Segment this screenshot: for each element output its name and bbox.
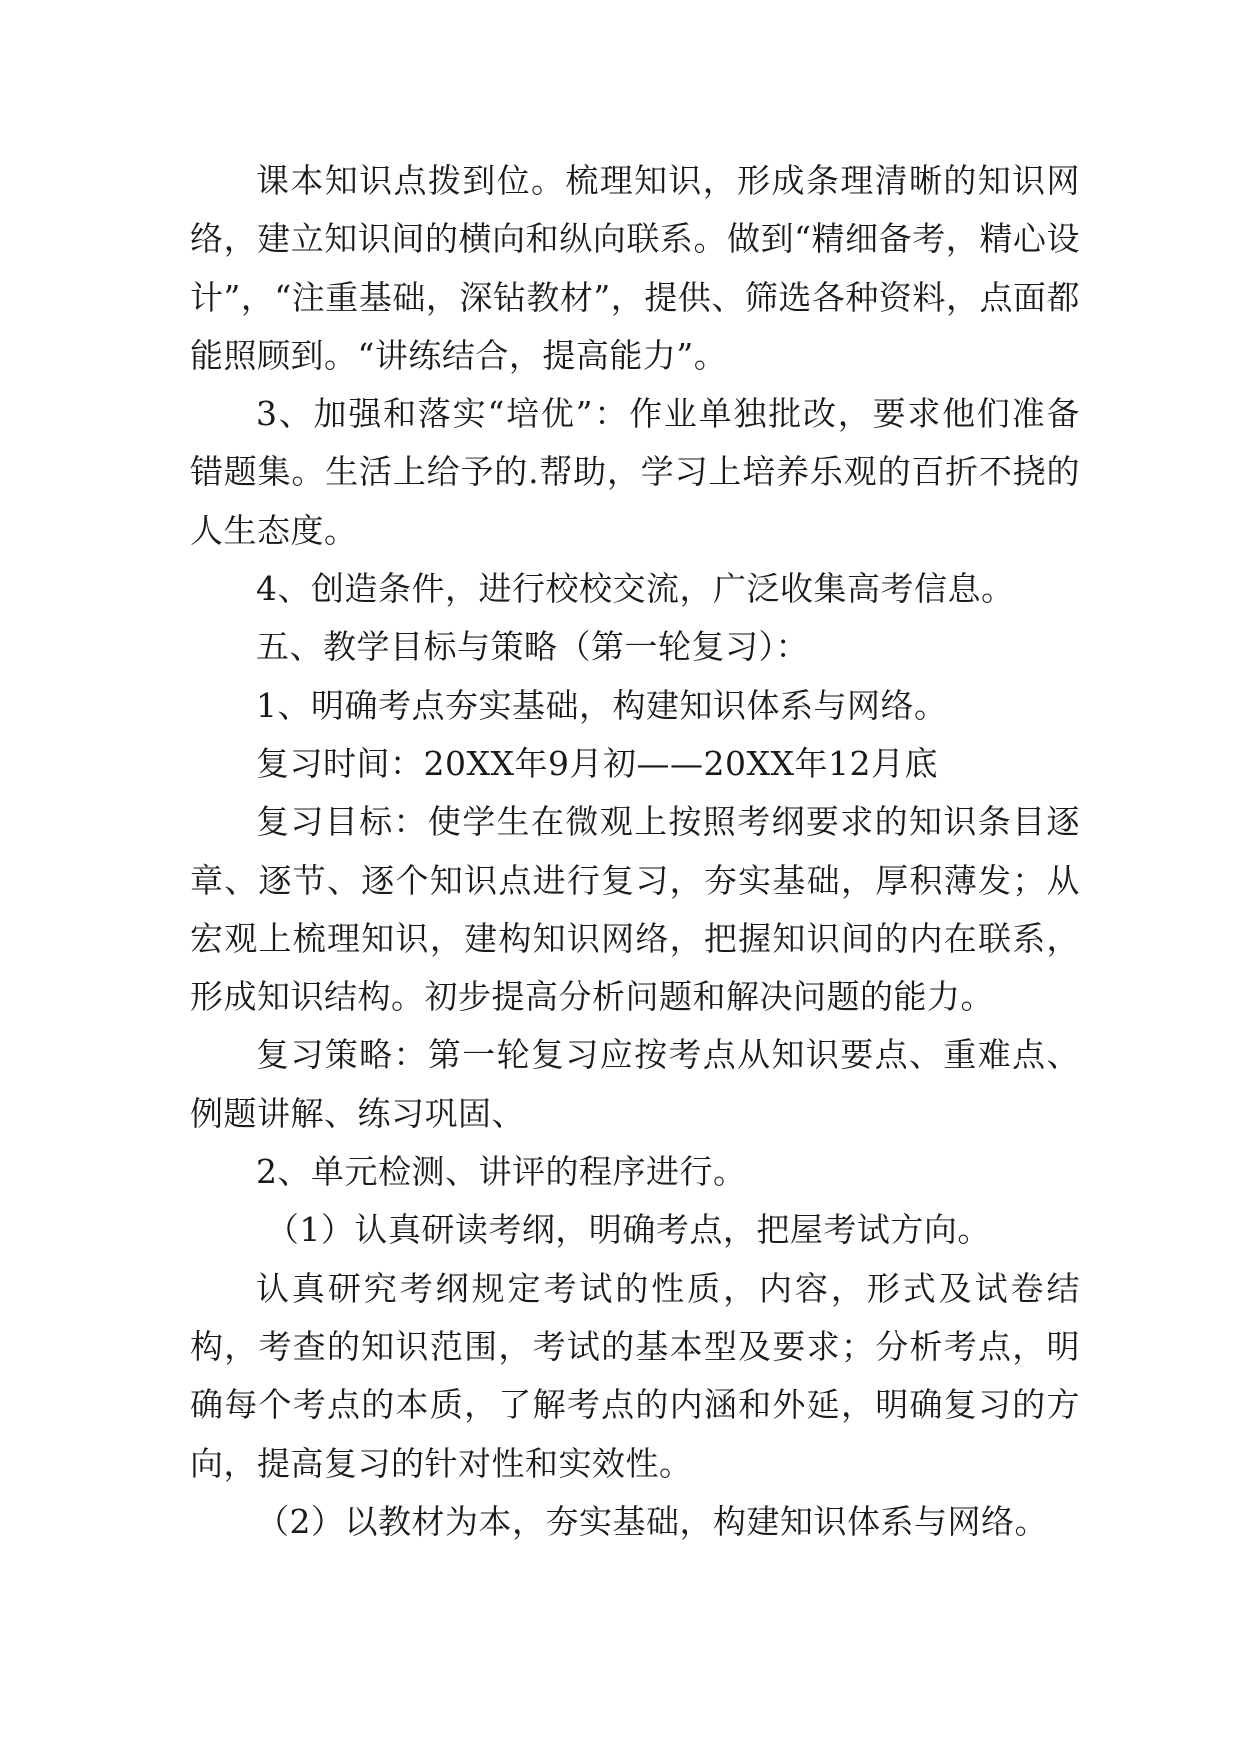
- section-heading: 五、教学目标与策略（第一轮复习）：: [256, 627, 809, 667]
- subheading-2: （2）以教材为本，夯实基础，构建知识体系与网络。: [256, 1501, 1048, 1541]
- document-body: [190, 152, 1080, 1551]
- review-time: 复习时间：20XX年9月初——20XX年12月底: [256, 743, 938, 783]
- paragraph-1: 课本知识点拨到位。梳理知识，形成条理清晰的知识网络，建立知识间的横向和纵向联系。做到“精细备考，精心设计”，“注重基础，深钻教材”，提供、筛选各种资料，点面都能照顾到。“讲练结合，提高能力”。: [190, 161, 1080, 375]
- review-strategy: 复习策略：第一轮复习应按考点从知识要点、重难点、例题讲解、练习巩固、: [190, 1035, 1080, 1133]
- paragraph-2: 3、加强和落实“培优”：作业单独批改，要求他们准备错题集。生活上给予的.帮助，学习上培养乐观的百折不挠的人生态度。: [190, 394, 1080, 550]
- paragraph-9: 2、单元检测、讲评的程序进行。: [256, 1152, 747, 1192]
- review-goal: 复习目标：使学生在微观上按照考纲要求的知识条目逐章、逐节、逐个知识点进行复习，夯实基础，厚积薄发；从宏观上梳理知识，建构知识网络，把握知识间的内在联系，形成知识结构。初步提高分析问题和解决问题的能力。: [190, 802, 1080, 1017]
- paragraph-5: 1、明确考点夯实基础，构建知识体系与网络。: [256, 685, 948, 725]
- paragraph-11: 认真研究考纲规定考试的性质，内容，形式及试卷结构，考查的知识范围，考试的基本型及要求；分析考点，明确每个考点的本质，了解考点的内涵和外延，明确复习的方向，提高复习的针对性和实效性。: [190, 1268, 1080, 1483]
- paragraph-3: 4、创造条件，进行校校交流，广泛收集高考信息。: [256, 569, 1015, 609]
- subheading-1: （1）认真研读考纲，明确考点，把屋考试方向。: [265, 1210, 991, 1250]
